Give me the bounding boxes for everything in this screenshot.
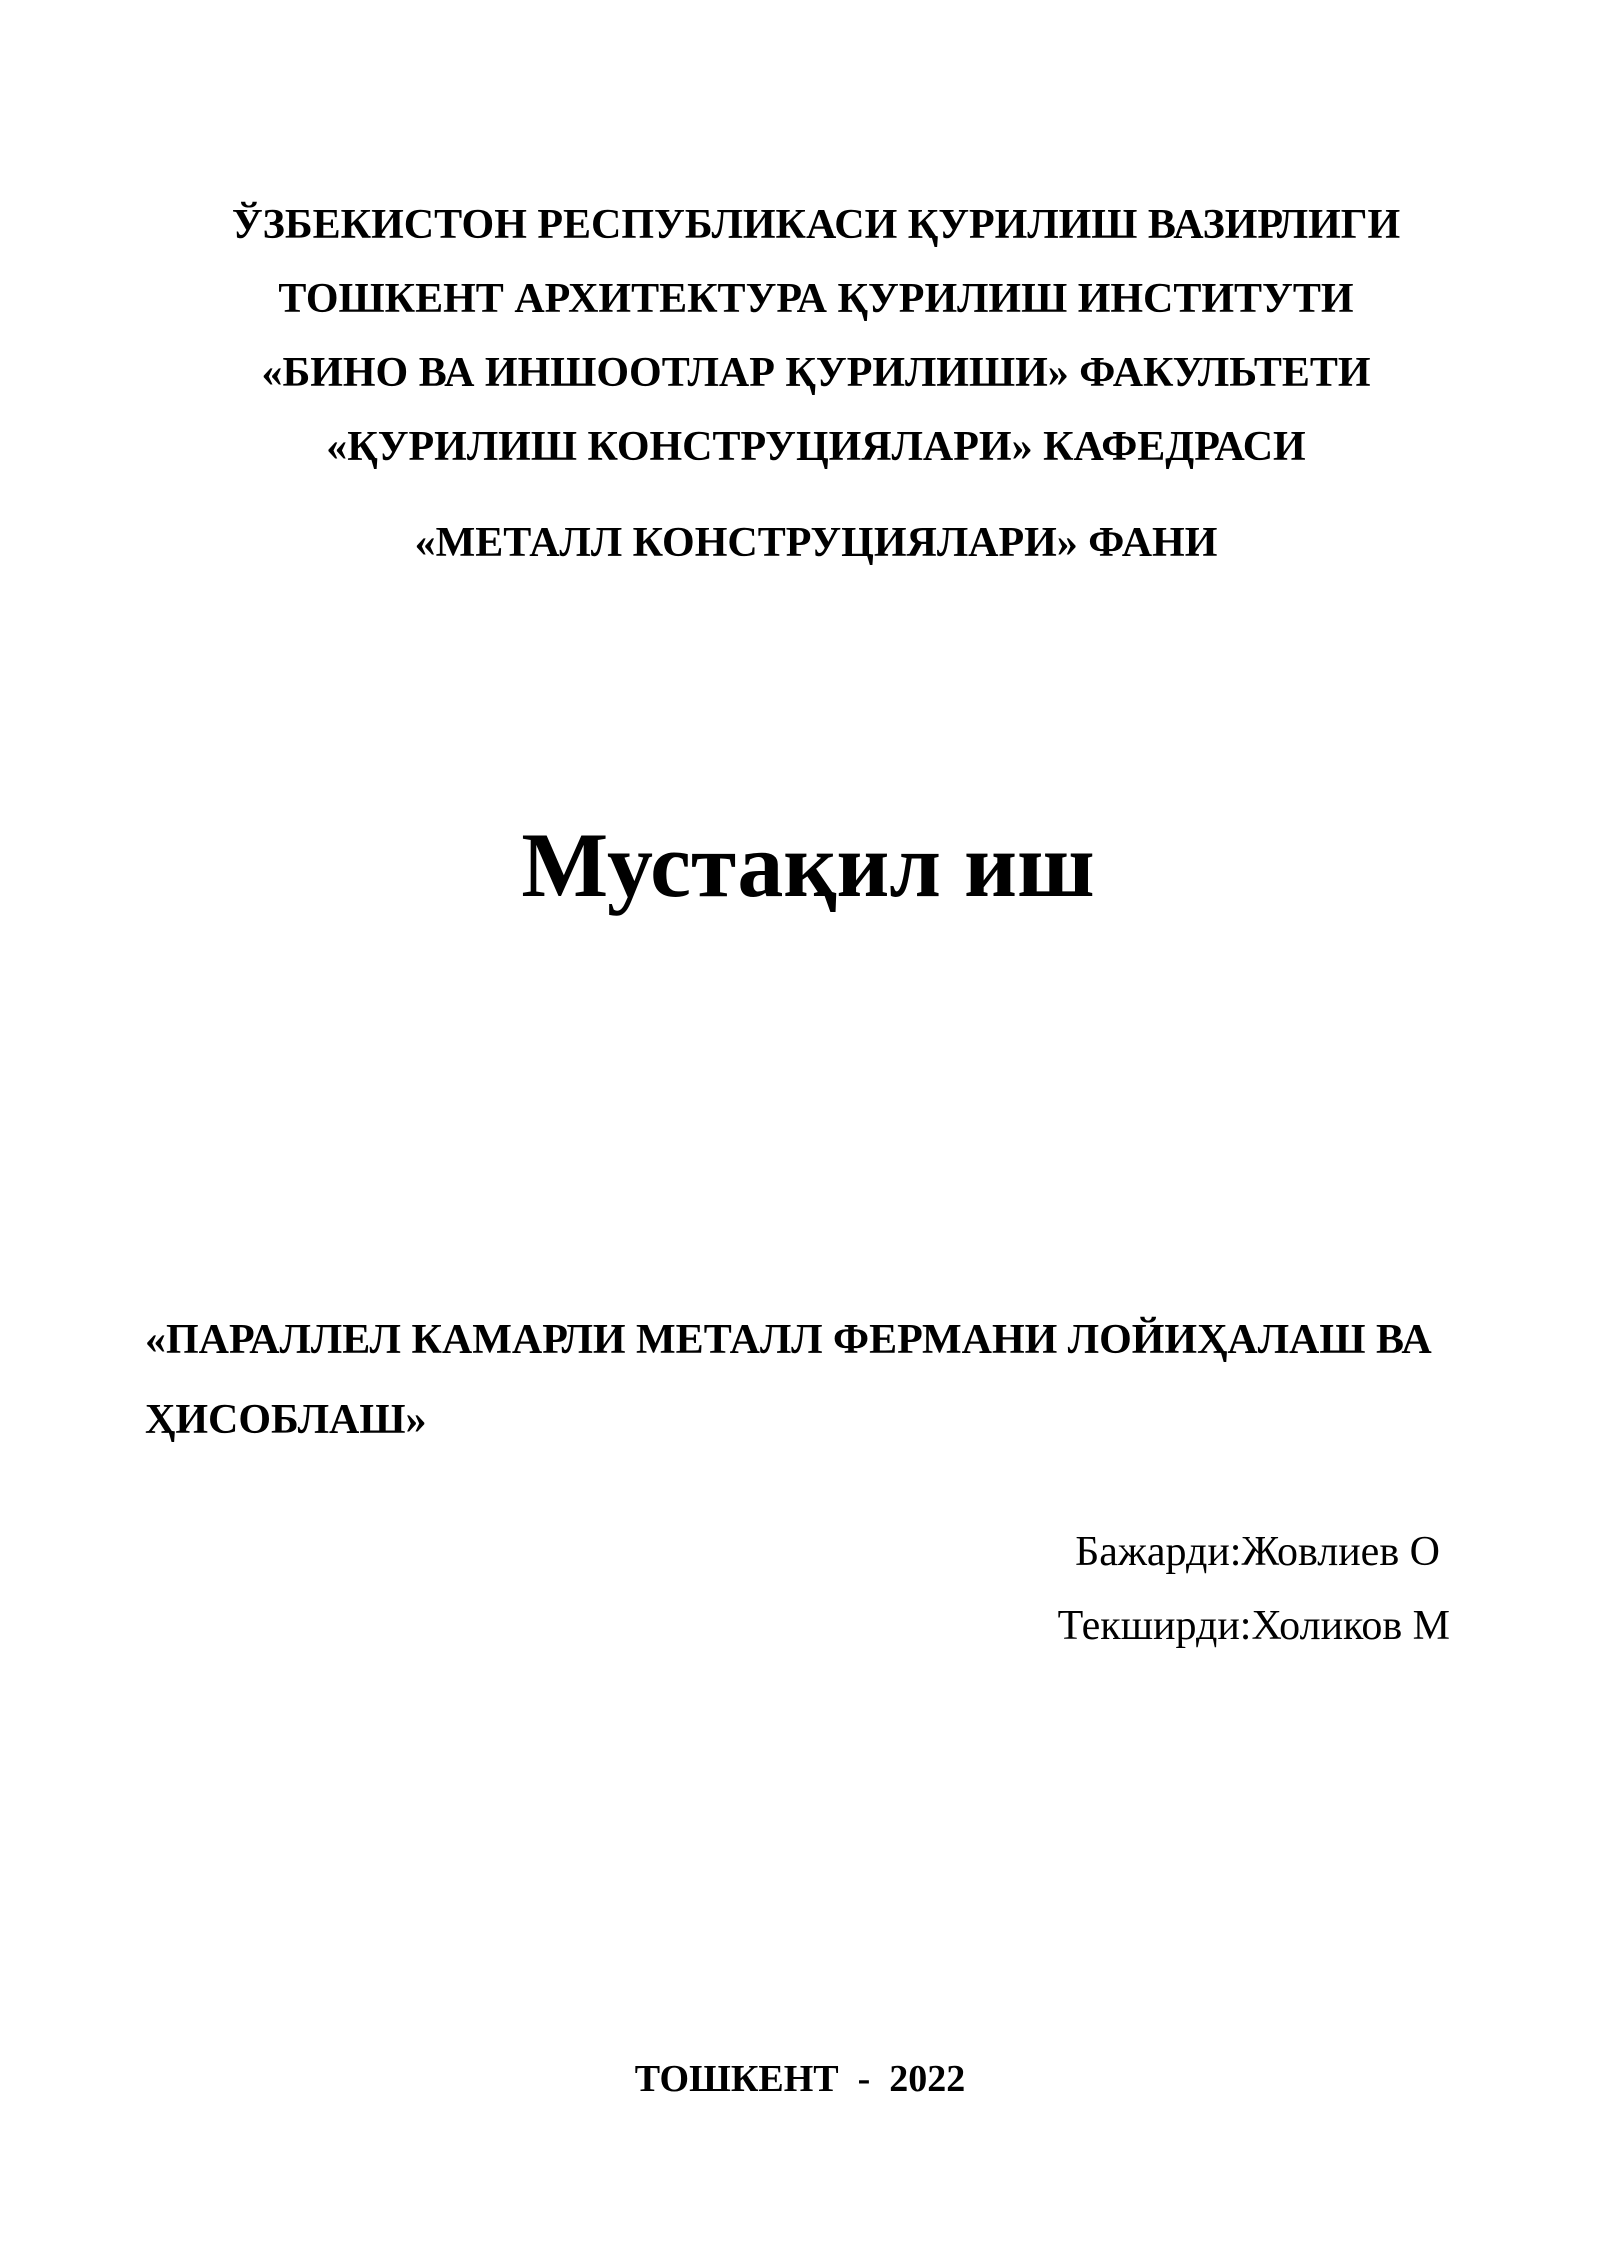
work-topic: «ПАРАЛЛЕЛ КАМАРЛИ МЕТАЛЛ ФЕРМАНИ ЛОЙИҲАЛАШ ВА ҲИСОБЛАШ» (145, 1317, 1432, 1443)
performed-by-line: Бажарди:Жовлиев О (1075, 1529, 1440, 1575)
signatures-block (1058, 1515, 1450, 1663)
institution-header (0, 188, 1600, 580)
city-year-footer: ТОШКЕНТ - 2022 (634, 2058, 966, 2100)
institute-line: ТОШКЕНТ АРХИТЕКТУРА ҚУРИЛИШ ИНСТИТУТИ (278, 276, 1354, 322)
department-line: «ҚУРИЛИШ КОНСТРУЦИЯЛАРИ» КАФЕДРАСИ (326, 424, 1306, 470)
faculty-line: «БИНО ВА ИНШООТЛАР ҚУРИЛИШИ» ФАКУЛЬТЕТИ (261, 350, 1371, 396)
subject-line: «МЕТАЛЛ КОНСТРУЦИЯЛАРИ» ФАНИ (414, 520, 1218, 566)
document-title: Мустақил иш (521, 814, 1095, 916)
checked-by-line: Текширди:Холиков М (1057, 1603, 1450, 1649)
ministry-line: ЎЗБЕКИСТОН РЕСПУБЛИКАСИ ҚУРИЛИШ ВАЗИРЛИГИ (231, 202, 1401, 248)
